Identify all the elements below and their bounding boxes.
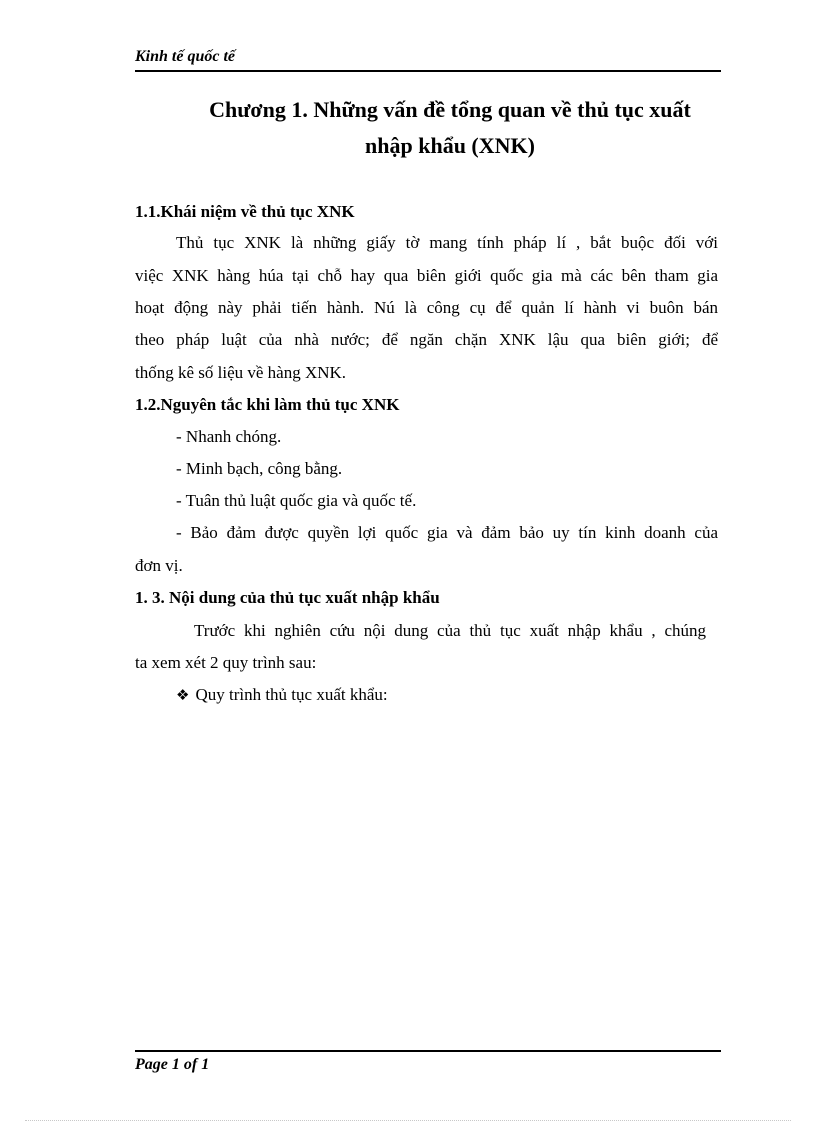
paragraph-line: Thủ tục XNK là những giấy tờ mang tính pháp lí , bắt buộc đối với <box>176 233 718 252</box>
diamond-ornament-icon: ❖ <box>176 686 190 704</box>
section-heading-1-2: 1.2.Nguyên tắc khi làm thủ tục XNK <box>135 395 400 414</box>
paragraph-line: việc XNK hàng húa tại chỗ hay qua biên giới quốc gia mà các bên tham gia <box>135 266 718 285</box>
ornament-list-item <box>176 685 388 705</box>
page-number-label: Page 1 of 1 <box>135 1056 210 1073</box>
paragraph-line: Trước khi nghiên cứu nội dung của thủ tục xuất nhập khẩu , chúng <box>194 621 706 640</box>
section-heading-1-3: 1. 3. Nội dung của thủ tục xuất nhập khẩu <box>135 588 440 607</box>
header-divider <box>135 70 721 72</box>
chapter-title-line-2: nhập khẩu (XNK) <box>365 133 535 158</box>
paragraph-line: theo pháp luật của nhà nước; để ngăn chặn XNK lậu qua biên giới; để <box>135 330 718 349</box>
list-item: - Tuân thủ luật quốc gia và quốc tế. <box>176 491 417 510</box>
list-item: - Minh bạch, công bằng. <box>176 459 343 478</box>
paragraph-line: hoạt động này phải tiến hành. Nú là công cụ để quản lí hành vi buôn bán <box>135 298 718 317</box>
chapter-title-line-1: Chương 1. Những vấn đề tổng quan về thủ tục xuất <box>209 97 691 122</box>
running-header: Kinh tế quốc tế <box>135 48 236 65</box>
section-heading-1-1: 1.1.Khái niệm về thủ tục XNK <box>135 202 355 221</box>
list-item: - Nhanh chóng. <box>176 427 282 446</box>
page-bottom-edge <box>25 1120 791 1121</box>
paragraph-line: thống kê số liệu về hàng XNK. <box>135 363 347 382</box>
list-item-label: Quy trình thủ tục xuất khẩu: <box>195 685 388 704</box>
footer-divider <box>135 1050 721 1052</box>
list-item: - Bảo đảm được quyền lợi quốc gia và đảm bảo uy tín kinh doanh của <box>176 523 718 542</box>
list-item-continuation: đơn vị. <box>135 556 183 575</box>
paragraph-line: ta xem xét 2 quy trình sau: <box>135 653 317 672</box>
